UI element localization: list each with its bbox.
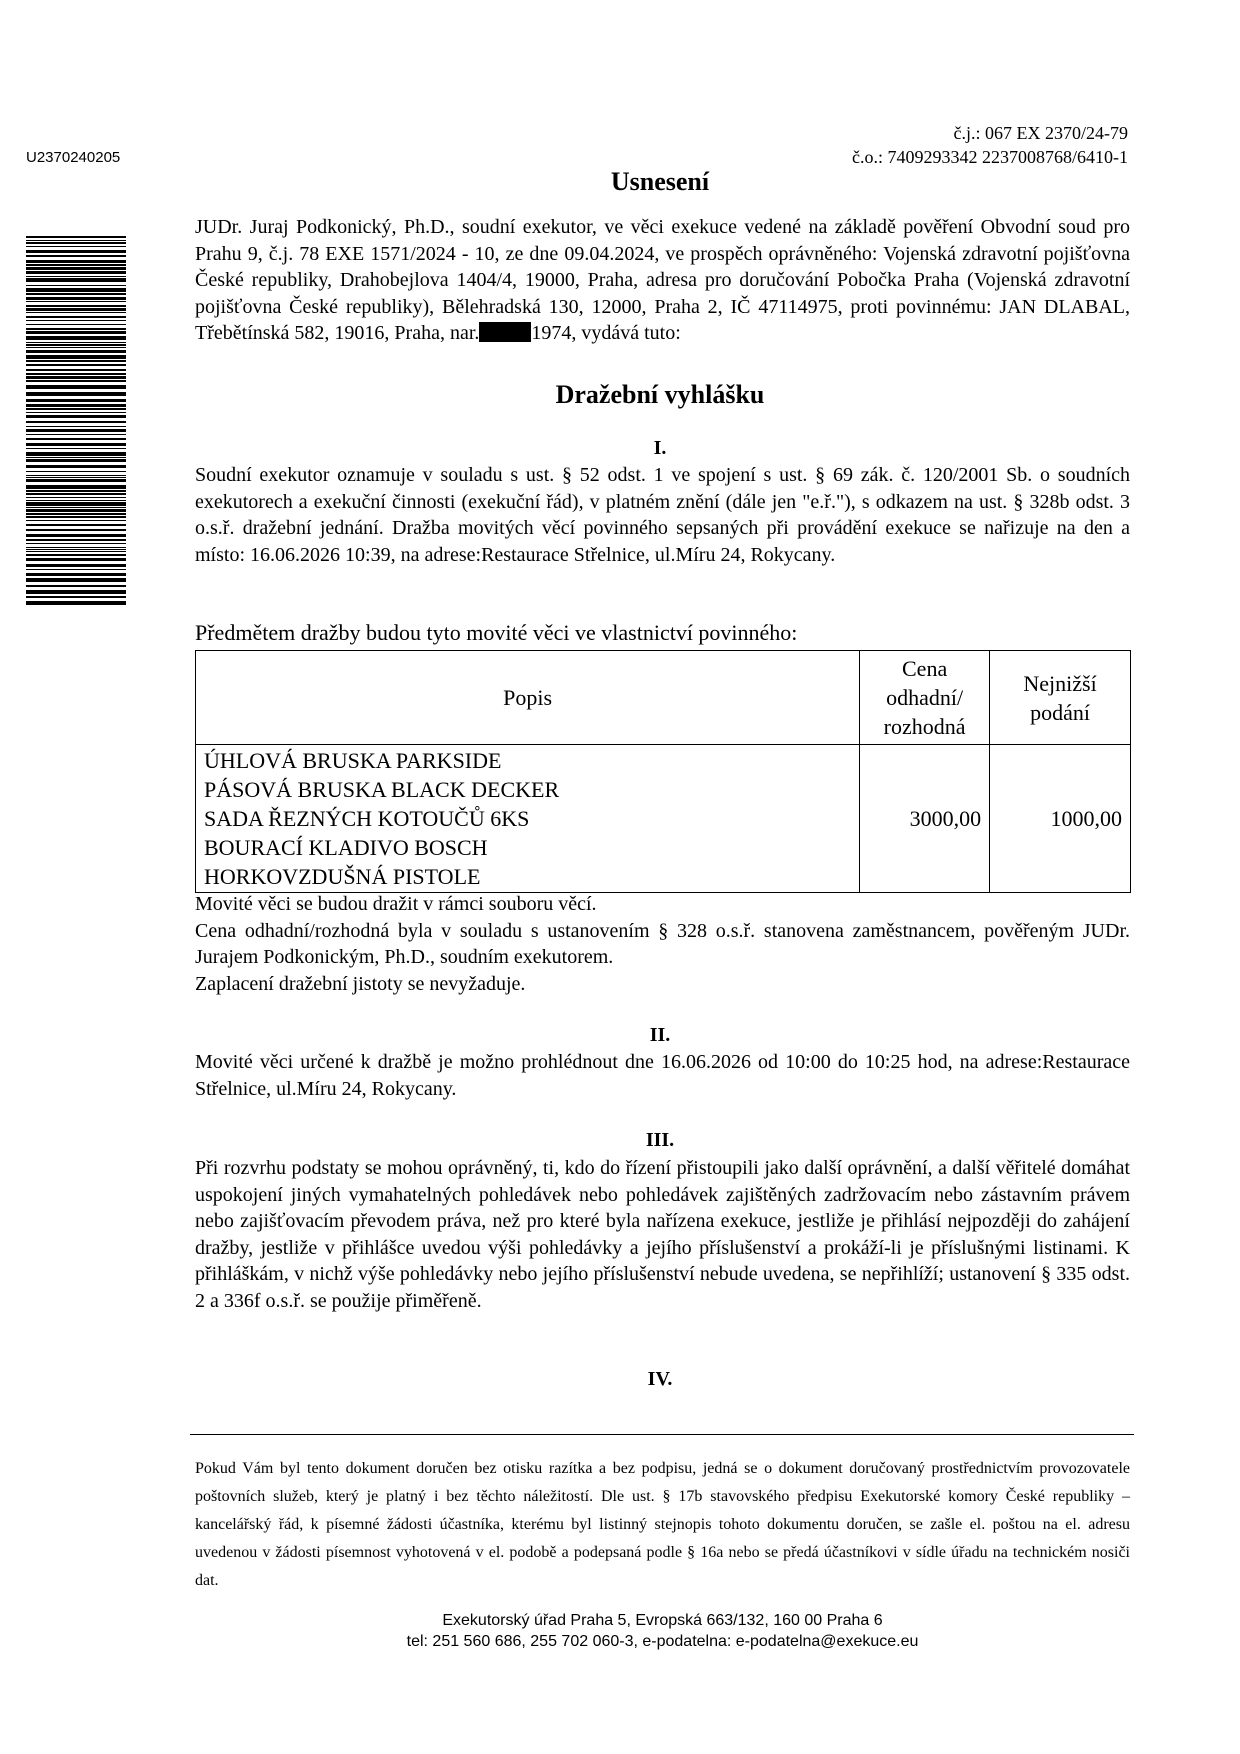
table-header-row: [196, 651, 1131, 745]
document-title: Usnesení: [610, 167, 710, 196]
auction-notice-title: Dražební vyhlášku: [555, 380, 765, 409]
case-reference: [852, 121, 1128, 169]
item-list: [196, 745, 860, 893]
list-item: PÁSOVÁ BRUSKA BLACK DECKER: [204, 777, 560, 802]
header-price: Cena odhadní/ rozhodná: [860, 651, 990, 745]
section-1-heading: I.: [653, 437, 667, 459]
section-3-text: Při rozvrhu podstaty se mohou oprávněný, ti, kdo do řízení přistoupili jako další oprávnění, a další věřitelé domáhat uspokojení jiných vymahatelných pohledávek nebo pohledávek zajištěných zadržovacím nebo zástavním právem nebo zajišťovacím převodem práva, než pro které byla nařízena exekuce, jestliže je přihlásí nejpozději do zahájení dražby, jestliže v přihlášce uvedou výši pohledávky a jejího příslušenství a prokáží-li je příslušnými listinami. K přihláškám, v nichž výše pohledávky nebo jejího příslušenství nebude uvedena, se nepřihlíží; ustanovení § 335 odst. 2 a 336f o.s.ř. se použije přiměřeně.: [195, 1157, 1130, 1312]
footer-note: Pokud Vám byl tento dokument doručen bez otisku razítka a bez podpisu, jedná se o dokument doručovaný prostřednictvím provozovatele poštovních služeb, který je platný i bez těchto náležitostí. Dle ust. § 17b stavovského předpisu Exekutorské komory České republiky – kancelářský řád, k písemné žádosti účastníka, kterému byl listinný stejnopis tohoto dokumentu doručen, se zašle el. poštou na el. adresu uvedenou v žádosti písemnost vyhotovená v el. podobě a podepsaná podle § 16a nebo se předá účastníkovi v sídle úřadu na technickém nosiči dat.: [195, 1460, 1130, 1589]
after-table-text: [195, 891, 1130, 997]
office-contact: [195, 1610, 1130, 1652]
header-description: Popis: [196, 651, 860, 745]
barcode-image: [26, 236, 126, 608]
footer-divider: [190, 1434, 1134, 1435]
table-row: [196, 745, 1131, 893]
section-3-heading: III.: [645, 1129, 675, 1151]
item-minimum-bid: 1000,00: [990, 745, 1131, 893]
redaction-box: [479, 322, 531, 342]
list-item: HORKOVZDUŠNÁ PISTOLE: [204, 864, 481, 889]
intro-paragraph: [195, 214, 1130, 347]
case-number: č.j.: 067 EX 2370/24-79: [953, 123, 1128, 143]
list-item: ÚHLOVÁ BRUSKA PARKSIDE: [204, 748, 502, 773]
auction-items-table: [195, 650, 1131, 893]
list-item: BOURACÍ KLADIVO BOSCH: [204, 835, 488, 860]
item-price: 3000,00: [860, 745, 990, 893]
section-1-text: Soudní exekutor oznamuje v souladu s ust. § 52 odst. 1 ve spojení s ust. § 69 zák. č. 120/2001 Sb. o soudních exekutorech a exekuční činnosti (exekuční řád), v platném znění (dále jen "e.ř."), s odkazem na ust. § 328b odst. 3 o.s.ř. dražební jednání. Dražba movitých věcí povinného sepsaných při provádění exekuce se nařizuje na den a místo: 16.06.2026 10:39, na adrese:Restaurace Střelnice, ul.Míru 24, Rokycany.: [195, 464, 1130, 566]
office-address: Exekutorský úřad Praha 5, Evropská 663/132, 160 00 Praha 6: [442, 1612, 883, 1629]
list-item: SADA ŘEZNÝCH KOTOUČŮ 6KS: [204, 806, 530, 831]
deposit-note: Zaplacení dražební jistoty se nevyžaduje.: [195, 972, 526, 995]
intro-text-end: 1974, vydává tuto:: [531, 322, 681, 344]
header-minimum-bid: Nejnižší podání: [990, 651, 1131, 745]
valuation-note: Cena odhadní/rozhodná byla v souladu s ustanovením § 328 o.s.ř. stanovena zaměstnancem, pověřeným JUDr. Jurajem Podkonickým, Ph.D., soudním exekutorem.: [195, 919, 1130, 968]
document-id: U2370240205: [26, 149, 121, 166]
bundle-note: Movité věci se budou dražit v rámci souboru věcí.: [195, 893, 597, 915]
section-2-text: Movité věci určené k dražbě je možno prohlédnout dne 16.06.2026 od 10:00 do 10:25 hod, na adrese:Restaurace Střelnice, ul.Míru 24, Rokycany.: [195, 1051, 1130, 1100]
order-number: č.o.: 7409293342 2237008768/6410-1: [852, 147, 1128, 167]
auction-subject-intro: Předmětem dražby budou tyto movité věci ve vlastnictví povinného:: [195, 620, 798, 645]
section-4-heading: IV.: [647, 1368, 673, 1390]
section-2-heading: II.: [649, 1024, 671, 1046]
office-phone-email: tel: 251 560 686, 255 702 060-3, e-podatelna: e-podatelna@exekuce.eu: [406, 1633, 919, 1650]
intro-text: JUDr. Juraj Podkonický, Ph.D., soudní exekutor, ve věci exekuce vedené na základě pověření Obvodní soud pro Prahu 9, č.j. 78 EXE 1571/2024 - 10, ze dne 09.04.2024, ve prospěch oprávněného: Vojenská zdravotní pojišťovna České republiky, Drahobejlova 1404/4, 19000, Praha, adresa pro doručování Pobočka Praha (Vojenská zdravotní pojišťovna České republiky), Bělehradská 130, 12000, Praha 2, IČ 47114975, proti povinnému: JAN DLABAL, Třebětínská 582, 19016, Praha, nar.: [195, 216, 1130, 344]
